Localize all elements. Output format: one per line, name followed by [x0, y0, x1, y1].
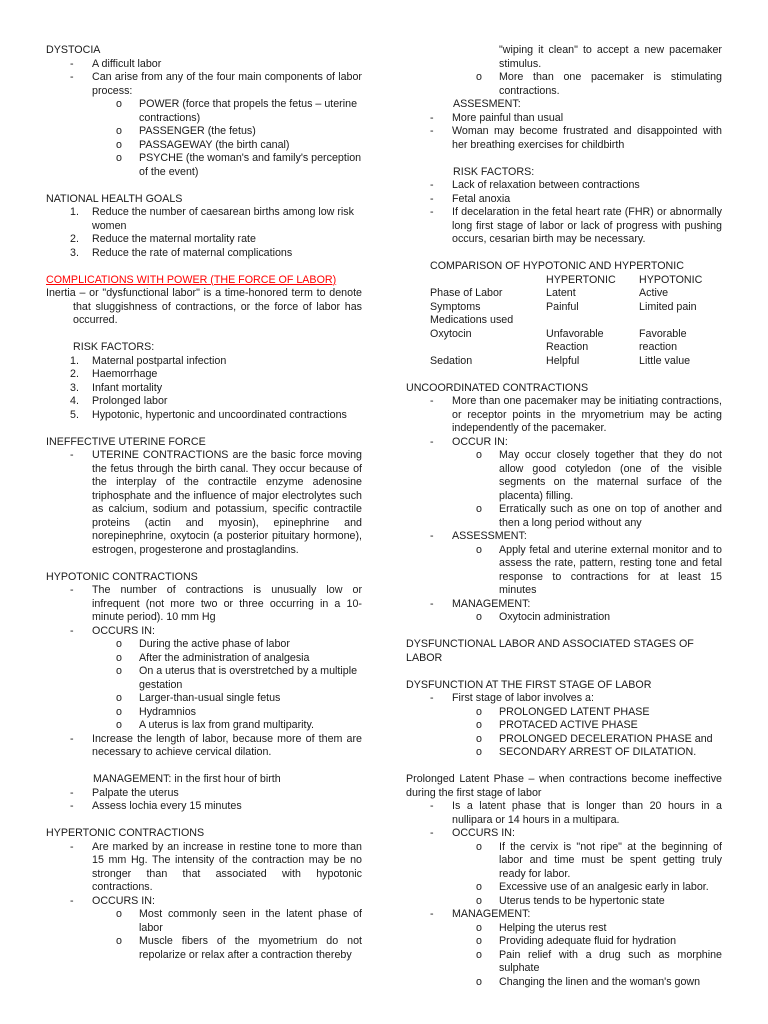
list-subitem: o SECONDARY ARREST OF DILATATION.	[476, 746, 697, 758]
section-title-dysfunctional: DYSFUNCTIONAL LABOR AND ASSOCIATED STAGES OF LABOR	[406, 638, 694, 664]
list-item: - MANAGEMENT:	[430, 597, 531, 610]
list-subitem: o Pain relief with a drug such as morphine sulphate	[476, 948, 722, 974]
list-item: - OCCURS IN:	[70, 624, 155, 637]
right-column	[406, 44, 722, 989]
comparison-table	[430, 274, 722, 369]
list-subitem: o PSYCHE (the woman's and family's perception of the event)	[116, 152, 362, 178]
prolonged-latent-paragraph: Prolonged Latent Phase – when contractions become ineffective during the first stage of labor	[406, 773, 722, 799]
list-item: - The number of contractions is unusually low or infrequent (not more two or three occurring in a 10-minute period). 10 mm Hg	[70, 584, 362, 623]
list-subitem: o PROLONGED LATENT PHASE	[476, 705, 650, 718]
list-subitem: o Hydramnios	[116, 705, 197, 718]
list-subitem: o More than one pacemaker is stimulating contractions.	[476, 71, 722, 97]
list-subitem: o After the administration of analgesia	[116, 651, 310, 664]
risk-factors-title: RISK FACTORS:	[453, 165, 535, 178]
list-subitem: o On a uterus that is overstretched by a multiple gestation	[116, 665, 358, 691]
table-header-row	[430, 274, 722, 288]
list-item: - A difficult labor	[70, 57, 162, 70]
section-title-hypotonic: HYPOTONIC CONTRACTIONS	[46, 570, 198, 583]
list-item: 3. Infant mortality	[70, 381, 163, 394]
list-item: - Is a latent phase that is longer than 20 hours in a nullipara or 14 hours in a multipara.	[430, 800, 722, 826]
list-subitem: o May occur closely together that they do not allow good cotyledon (one of the visible segments on the maternal surface of the placenta) filling.	[476, 449, 722, 502]
list-item: - First stage of labor involves a:	[430, 692, 594, 704]
list-subitem: o PROLONGED DECELERATION PHASE and	[476, 732, 713, 745]
table-row: Symptoms Painful Limited pain	[430, 300, 697, 313]
list-item: 2. Reduce the maternal mortality rate	[70, 233, 256, 245]
list-item: - OCCURS IN:	[70, 894, 155, 907]
table-header-cell: HYPOTONIC	[639, 273, 703, 286]
list-item: - OCCURS IN:	[430, 827, 515, 839]
list-item: - Increase the length of labor, because more of them are necessary to achieve cervical dilation.	[70, 732, 362, 758]
table-row: Phase of Labor Latent Active	[430, 287, 669, 299]
table-row: Medications used	[430, 314, 514, 326]
left-column	[46, 44, 362, 962]
list-item: - Lack of relaxation between contractions	[430, 179, 640, 191]
list-subitem: o PROTACED ACTIVE PHASE	[476, 719, 638, 731]
list-subitem: o Oxytocin administration	[476, 611, 611, 623]
list-subitem: o Larger-than-usual single fetus	[116, 692, 281, 704]
list-subitem: o POWER (force that propels the fetus – uterine contractions)	[116, 98, 358, 124]
list-item: - Can arise from any of the four main components of labor process:	[70, 71, 362, 97]
risk-factors-title: RISK FACTORS:	[73, 341, 155, 353]
list-item: - Woman may become frustrated and disappointed with her breathing exercises for childbirth	[430, 125, 722, 151]
list-item: - ASSESSMENT:	[430, 530, 527, 542]
list-subitem: o Excessive use of an analgesic early in labor.	[476, 881, 709, 893]
list-item: - Palpate the uterus	[70, 786, 179, 799]
list-subitem: o Most commonly seen in the latent phase of labor	[116, 908, 362, 934]
list-subitem: "wiping it clean" to accept a new pacemaker stimulus.	[499, 44, 722, 70]
list-subitem: o PASSAGEWAY (the birth canal)	[116, 138, 290, 151]
table-header-cell: HYPERTONIC	[546, 273, 616, 286]
list-item: - OCCUR IN:	[430, 435, 508, 448]
list-item: - UTERINE CONTRACTIONS are the basic force moving the fetus through the birth canal. They occur because of the interplay of the contractile enzyme adenosine triphosphate and the influence of major electrolytes such as calcium, sodium and potassium, specific contractile proteins (actin and myosin), epinephrine and norepinephrine, oxytocin (a posterior pituitary hormone), estrogen, progesterone and prostaglandins.	[70, 449, 362, 556]
list-item: 5. Hypotonic, hypertonic and uncoordinated contractions	[70, 408, 347, 421]
list-subitem: o Helping the uterus rest	[476, 921, 607, 934]
list-subitem: o Erratically such as one on top of another and then a long period without any	[476, 503, 722, 529]
table-row: Sedation Helpful Little value	[430, 354, 691, 367]
list-item: - If decelaration in the fetal heart rate (FHR) or abnormally long first stage of labor or lack of progress with pushing occurs, cesarian birth may be necessary.	[430, 206, 722, 245]
list-item: 1. Maternal postpartal infection	[70, 354, 227, 367]
list-item: 1. Reduce the number of caesarean births among low risk women	[70, 206, 354, 232]
list-subitem: o Muscle fibers of the myometrium do not repolarize or relax after a contraction thereby	[116, 935, 362, 961]
list-item: - Fetal anoxia	[430, 192, 511, 205]
list-subitem: o If the cervix is "not ripe" at the beginning of labor and time must be spent getting truly ready for labor.	[476, 840, 722, 880]
section-title-power: COMPLICATIONS WITH POWER (THE FORCE OF LABOR)	[46, 273, 337, 286]
list-subitem: o Apply fetal and uterine external monitor and to assess the rate, pattern, resting tone and fetal response to contractions for at least 15 minutes	[476, 543, 722, 596]
list-item: - More than one pacemaker may be initiating contractions, or receptor points in the mryometrium may be acting independently of the pacemaker.	[430, 395, 722, 434]
list-item: 4. Prolonged labor	[70, 395, 168, 407]
section-title-ineffective: INEFFECTIVE UTERINE FORCE	[46, 435, 206, 448]
list-item: 3. Reduce the rate of maternal complications	[70, 246, 293, 259]
list-subitem: o PASSENGER (the fetus)	[116, 125, 256, 137]
list-item: 2. Haemorrhage	[70, 368, 158, 380]
list-item: - Are marked by an increase in restine tone to more than 15 mm Hg. The intensity of the contraction may be no stronger than that associated with hypotonic contractions.	[70, 840, 362, 893]
list-subitem: o A uterus is lax from grand multiparity.	[116, 719, 315, 731]
inertia-paragraph: Inertia – or "dysfunctional labor" is a time-honored term to denote that sluggishness of contractions, or the force of labor has occurred.	[46, 287, 362, 326]
section-title-first-stage: DYSFUNCTION AT THE FIRST STAGE OF LABOR	[406, 678, 652, 691]
section-title-uncoordinated: UNCOORDINATED CONTRACTIONS	[406, 381, 589, 394]
section-title-goals: NATIONAL HEALTH GOALS	[46, 192, 183, 205]
list-item: - More painful than usual	[430, 111, 564, 124]
comparison-title: COMPARISON OF HYPOTONIC AND HYPERTONIC	[430, 260, 684, 272]
list-item: - MANAGEMENT:	[430, 908, 531, 920]
assessment-title: ASSESMENT:	[453, 98, 521, 110]
list-subitem: o Providing adequate fluid for hydration	[476, 935, 677, 947]
section-title-dystocia: DYSTOCIA	[46, 44, 101, 56]
management-title: MANAGEMENT: in the first hour of birth	[93, 773, 281, 785]
list-item: - Assess lochia every 15 minutes	[70, 800, 242, 812]
list-subitem: o Changing the linen and the woman's gown	[476, 975, 701, 988]
section-title-hypertonic: HYPERTONIC CONTRACTIONS	[46, 827, 205, 839]
list-subitem: o Uterus tends to be hypertonic state	[476, 894, 665, 907]
table-row: Oxytocin Unfavorable Reaction Favorable reaction	[430, 327, 687, 353]
list-subitem: o During the active phase of labor	[116, 638, 290, 650]
